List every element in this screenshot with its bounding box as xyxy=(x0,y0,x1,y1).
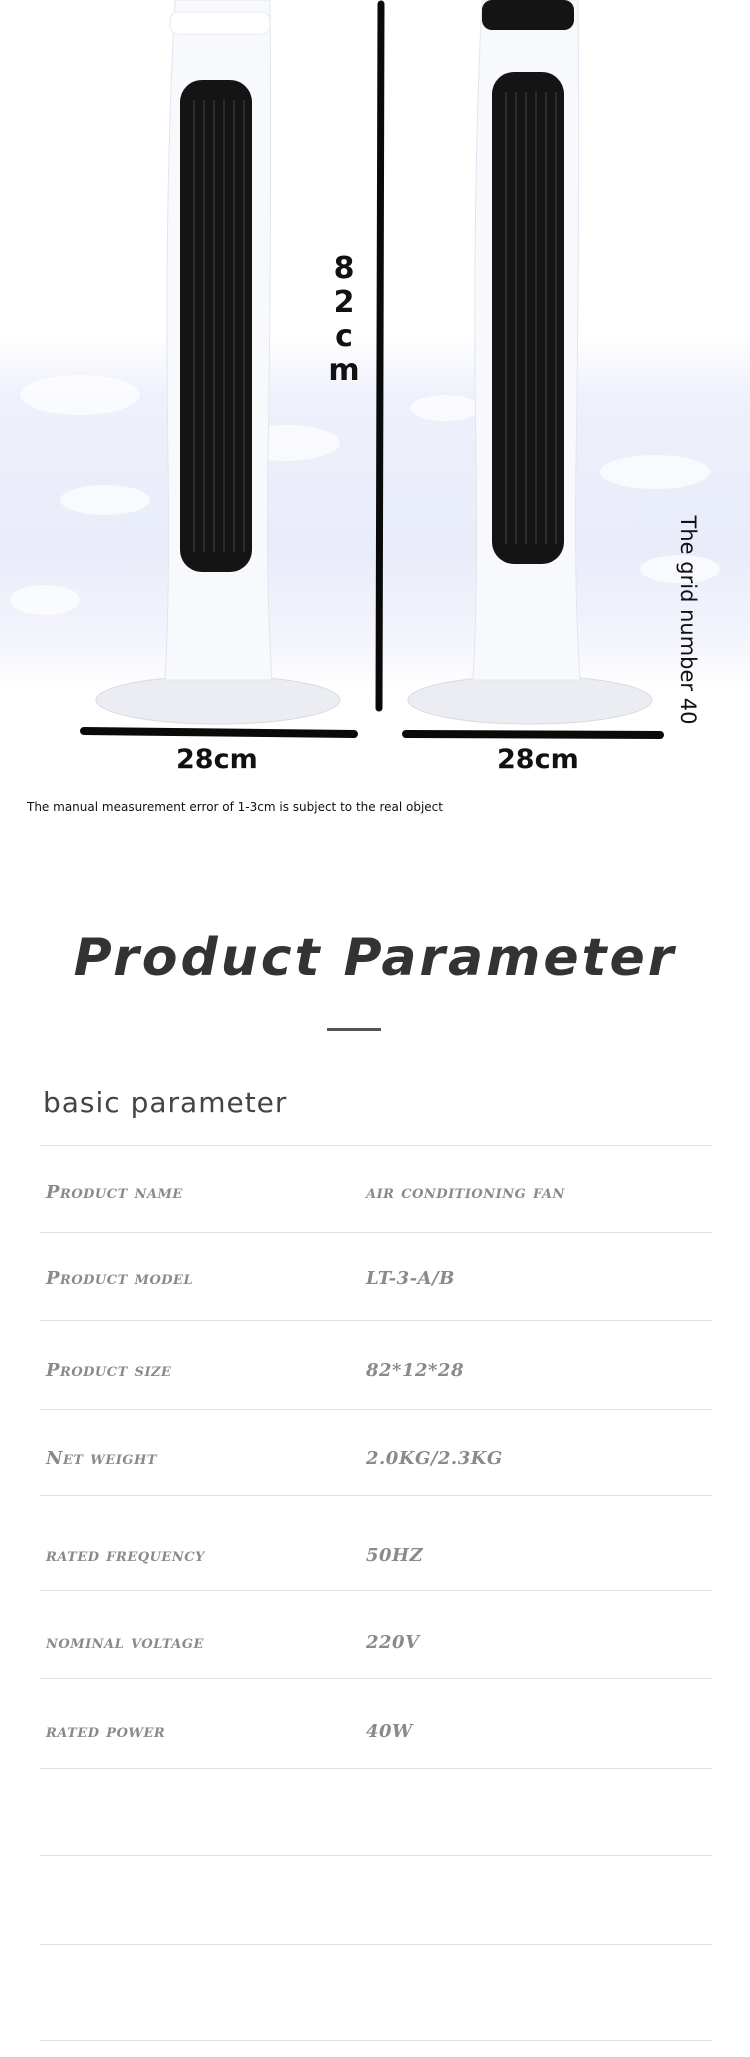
product-dimension-image xyxy=(0,0,750,790)
divider xyxy=(40,1855,712,1856)
param-label-product-name: Product name xyxy=(46,1182,183,1203)
left-tower-fan xyxy=(96,0,340,724)
param-value-product-size: 82*12*28 xyxy=(366,1360,464,1381)
param-label-nominal-voltage: nominal voltage xyxy=(46,1632,204,1653)
param-label-product-size: Product size xyxy=(46,1360,172,1381)
param-value-rated-power: 40W xyxy=(366,1721,413,1742)
divider xyxy=(40,1944,712,1945)
divider xyxy=(40,1768,712,1769)
param-value-net-weight: 2.0KG/2.3KG xyxy=(366,1448,503,1469)
measurement-note: The manual measurement error of 1-3cm is subject to the real object xyxy=(27,800,443,814)
param-value-nominal-voltage: 220V xyxy=(366,1632,420,1653)
grid-number-note xyxy=(668,505,708,735)
param-label-rated-frequency: rated frequency xyxy=(46,1545,205,1566)
right-tower-fan xyxy=(408,0,652,724)
divider xyxy=(40,1320,712,1321)
height-label: 82cm xyxy=(328,251,360,388)
divider xyxy=(40,1232,712,1233)
divider xyxy=(40,1145,712,1146)
param-value-product-model: LT-3-A/B xyxy=(366,1268,455,1289)
param-label-net-weight: Net weight xyxy=(46,1448,157,1469)
divider xyxy=(40,1590,712,1591)
divider xyxy=(40,1678,712,1679)
tower-fan-illustration xyxy=(0,0,750,790)
section-title: Product Parameter xyxy=(73,928,677,988)
right-width-dimension-line xyxy=(406,734,660,735)
param-value-product-name: air conditioning fan xyxy=(366,1182,565,1203)
left-width-label: 28cm xyxy=(176,744,258,775)
param-value-rated-frequency: 50HZ xyxy=(366,1545,424,1566)
title-underline xyxy=(327,1028,381,1031)
divider xyxy=(40,2040,712,2041)
param-label-product-model: Product model xyxy=(46,1268,194,1289)
height-dimension-line xyxy=(379,4,381,708)
right-width-label: 28cm xyxy=(497,744,579,775)
divider xyxy=(40,1409,712,1410)
subsection-title: basic parameter xyxy=(43,1086,288,1119)
param-label-rated-power: rated power xyxy=(46,1721,166,1742)
divider xyxy=(40,1495,712,1496)
grid-number-text: The grid number 40 xyxy=(676,515,700,725)
left-width-dimension-line xyxy=(84,731,354,734)
